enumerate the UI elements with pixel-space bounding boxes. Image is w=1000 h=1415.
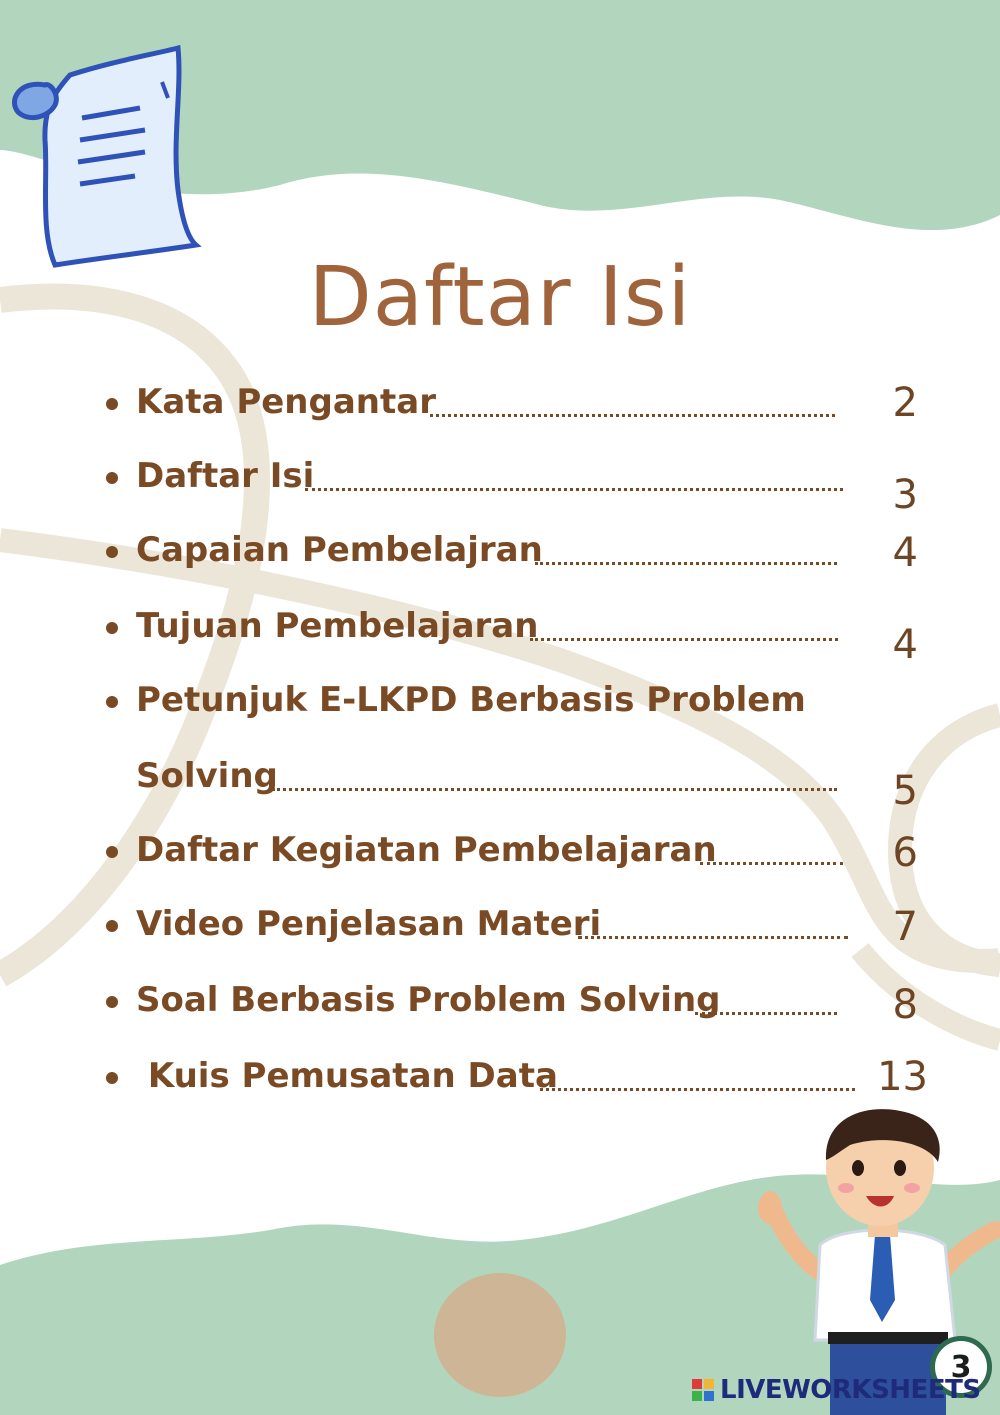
toc-item-video[interactable]	[0, 894, 1000, 964]
toc-item-label: Kata Pengantar	[136, 382, 436, 422]
toc-leader-dots	[305, 488, 843, 491]
toc-item-page: 4	[892, 622, 918, 668]
toc-item-label: Capaian Pembelajran	[136, 530, 543, 570]
toc-item-page: 3	[892, 472, 918, 518]
bullet-icon	[106, 920, 118, 932]
toc-leader-dots	[700, 862, 843, 865]
toc-leader-dots	[540, 1088, 855, 1091]
toc-item-label: Petunjuk E-LKPD Berbasis Problem	[136, 680, 806, 720]
watermark-text: LIVEWORKSHEETS	[720, 1375, 981, 1405]
bullet-icon	[106, 398, 118, 410]
toc-item-capaian[interactable]	[0, 520, 1000, 590]
toc-item-kuis[interactable]	[0, 1046, 1000, 1116]
toc-item-label: Kuis Pemusatan Data	[136, 1056, 558, 1096]
toc-item-page: 13	[877, 1054, 928, 1100]
toc-leader-dots	[695, 1012, 837, 1015]
bullet-icon	[106, 696, 118, 708]
toc-leader-dots	[535, 562, 837, 565]
toc-item-daftar-isi[interactable]	[0, 446, 1000, 516]
toc-item-page: 2	[892, 380, 918, 426]
toc-item-label: Video Penjelasan Materi	[136, 904, 602, 944]
bullet-icon	[106, 622, 118, 634]
toc-item-kata-pengantar[interactable]	[0, 372, 1000, 442]
toc-leader-dots	[430, 414, 835, 417]
toc-leader-dots	[578, 936, 848, 939]
toc-item-label: Tujuan Pembelajaran	[136, 606, 539, 646]
bullet-icon	[106, 472, 118, 484]
bullet-icon	[106, 546, 118, 558]
toc-item-label-line2: Solving	[136, 756, 278, 796]
bullet-icon	[106, 996, 118, 1008]
toc-item-petunjuk[interactable]	[0, 670, 1000, 820]
bullet-icon	[106, 846, 118, 858]
bullet-icon	[106, 1072, 118, 1084]
toc-item-label: Daftar Kegiatan Pembelajaran	[136, 830, 717, 870]
decor-blob	[434, 1273, 566, 1397]
liveworksheets-logo-icon	[692, 1379, 714, 1401]
toc-item-label: Soal Berbasis Problem Solving	[136, 980, 721, 1020]
toc-item-page: 7	[892, 904, 918, 950]
toc-item-page: 5	[892, 768, 918, 814]
watermark[interactable]	[692, 1372, 981, 1408]
toc-item-soal[interactable]	[0, 970, 1000, 1040]
page-title: Daftar Isi	[308, 250, 692, 345]
toc-item-page: 8	[892, 982, 918, 1028]
page-number-badge: 3	[930, 1336, 992, 1398]
toc-leader-dots	[530, 638, 838, 641]
toc-item-tujuan[interactable]	[0, 596, 1000, 666]
toc-item-page: 6	[892, 830, 918, 876]
toc-leader-dots	[272, 788, 837, 791]
toc-item-page: 4	[892, 530, 918, 576]
toc-item-daftar-kegiatan[interactable]	[0, 820, 1000, 890]
toc-item-label: Daftar Isi	[136, 456, 315, 496]
